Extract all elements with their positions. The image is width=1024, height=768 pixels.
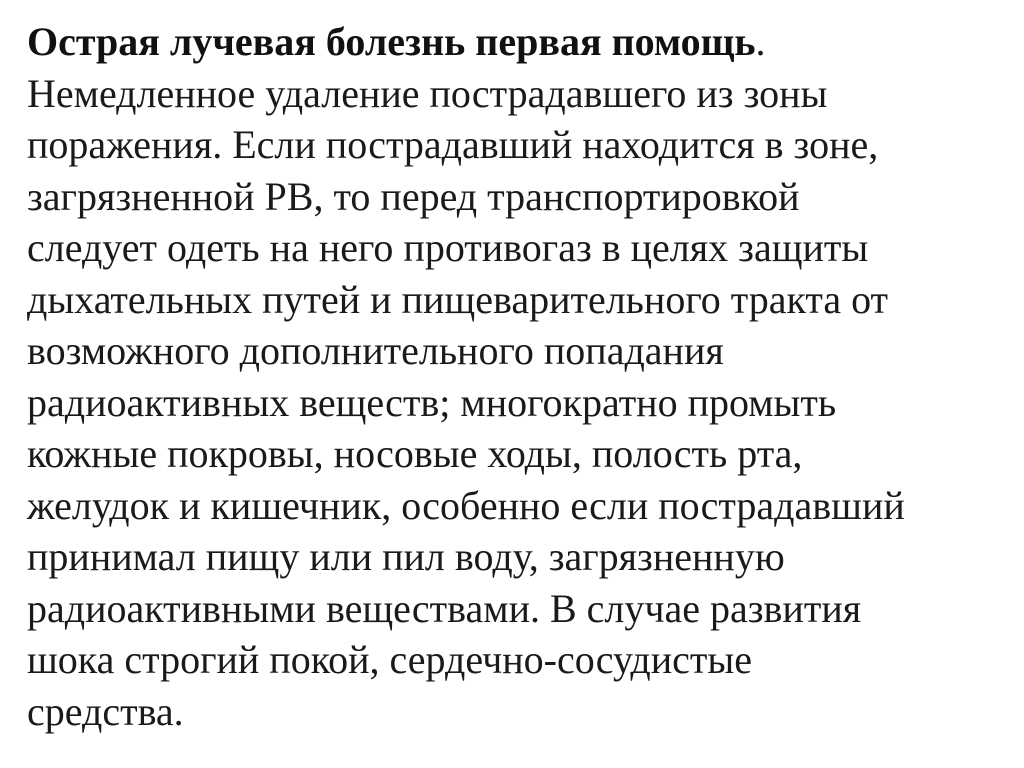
body-line: шока строгий покой, сердечно-сосудистые [27,637,753,682]
body-line: следует одеть на него противогаз в целях защиты [27,225,869,270]
body-line: радиоактивных веществ; многократно промыть [27,379,837,425]
body-line: поражения. Если пострадавший находится в зоне, [27,122,879,167]
slide-content [27,16,1007,737]
slide-title: Острая лучевая болезнь первая помощь [27,19,756,64]
body-line: кожные покровы, носовые ходы, полость рта, [27,431,803,476]
body-line: принимал пищу или пил воду, загрязненную [27,534,785,579]
body-line: загрязненной РВ, то перед транспортировкой [27,173,800,219]
body-line: радиоактивными веществами. В случае развития [27,585,862,631]
body-line: желудок и кишечник, особенно если пострадавший [27,482,905,528]
slide-title-line [27,16,1007,68]
body-line: дыхательных путей и пищеварительного тракта от [27,276,889,322]
slide-title-period: . [755,19,766,64]
body-line: средства. [27,688,184,734]
body-line: Немедленное удаление пострадавшего из зоны [27,70,828,116]
slide-body [27,68,1007,738]
body-line: возможного дополнительного попадания [27,328,724,373]
